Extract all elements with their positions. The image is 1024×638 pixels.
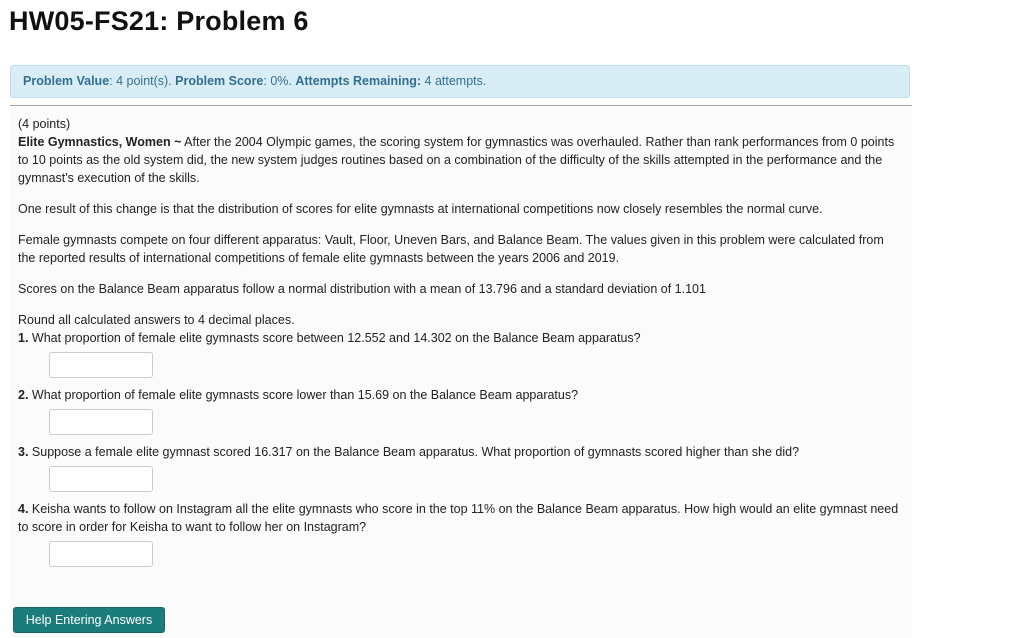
question-3 [18,443,904,492]
problem-score-text: : 0%. [263,74,296,88]
question-body: Suppose a female elite gymnast scored 16.317 on the Balance Beam apparatus. What proportion of gymnasts scored higher than she did? [28,445,800,459]
answer-input-3[interactable] [49,466,153,492]
question-2 [18,386,904,435]
question-body: Keisha wants to follow on Instagram all the elite gymnasts who score in the top 11% on the Balance Beam apparatus. How high would an elite gymnast need to score in order for Keisha to want to follow her on Instagram? [18,502,899,534]
answer-input-4[interactable] [49,541,153,567]
question-text [18,443,904,461]
attempts-remaining-label: Attempts Remaining: [295,74,422,88]
problem-paragraph-2: One result of this change is that the distribution of scores for elite gymnasts at international competitions now closely resembles the normal curve. [18,202,823,216]
problem-paragraph-3: Female gymnasts compete on four different apparatus: Vault, Floor, Uneven Bars, and Balance Beam. The values given in this problem were calculated from the reported results of international competitions of female elite gymnasts between the years 2006 and 2019. [18,233,884,265]
page-title: HW05-FS21: Problem 6 [9,6,309,36]
question-number: 4. [18,502,29,516]
problem-points: (4 points) [18,117,71,131]
question-text [18,329,904,347]
problem-intro [18,133,904,187]
problem-value-text: : 4 point(s). [109,74,176,88]
question-1 [18,329,904,378]
problem-body [10,107,912,638]
problem-paragraph-5: Round all calculated answers to 4 decimal places. [18,313,295,327]
question-number: 2. [18,388,29,402]
question-text [18,386,904,404]
attempts-remaining-text: 4 attempts. [421,74,487,88]
problem-value-label: Problem Value [23,74,110,88]
divider [10,105,912,106]
answer-input-2[interactable] [49,409,153,435]
problem-intro-text: After the 2004 Olympic games, the scoring system for gymnastics was overhauled. Rather than rank performances from 0 points to 10 points as the old system did, the new system judges routines based on a combination of the difficulty of the skills attempted in the performance and the gymnast's execution of the skills. [18,135,895,185]
question-4 [18,500,904,567]
question-text [18,500,904,536]
question-number: 1. [18,331,29,345]
question-body: What proportion of female elite gymnasts score lower than 15.69 on the Balance Beam apparatus? [28,388,579,402]
question-number: 3. [18,445,29,459]
problem-status-bar [10,65,910,98]
answer-input-1[interactable] [49,352,153,378]
problem-score-label: Problem Score [175,74,264,88]
help-entering-answers-button[interactable]: Help Entering Answers [13,607,165,633]
problem-heading: Elite Gymnastics, Women ~ [18,135,182,149]
question-body: What proportion of female elite gymnasts score between 12.552 and 14.302 on the Balance Beam apparatus? [28,331,641,345]
problem-paragraph-4: Scores on the Balance Beam apparatus follow a normal distribution with a mean of 13.796 and a standard deviation of 1.101 [18,282,706,296]
